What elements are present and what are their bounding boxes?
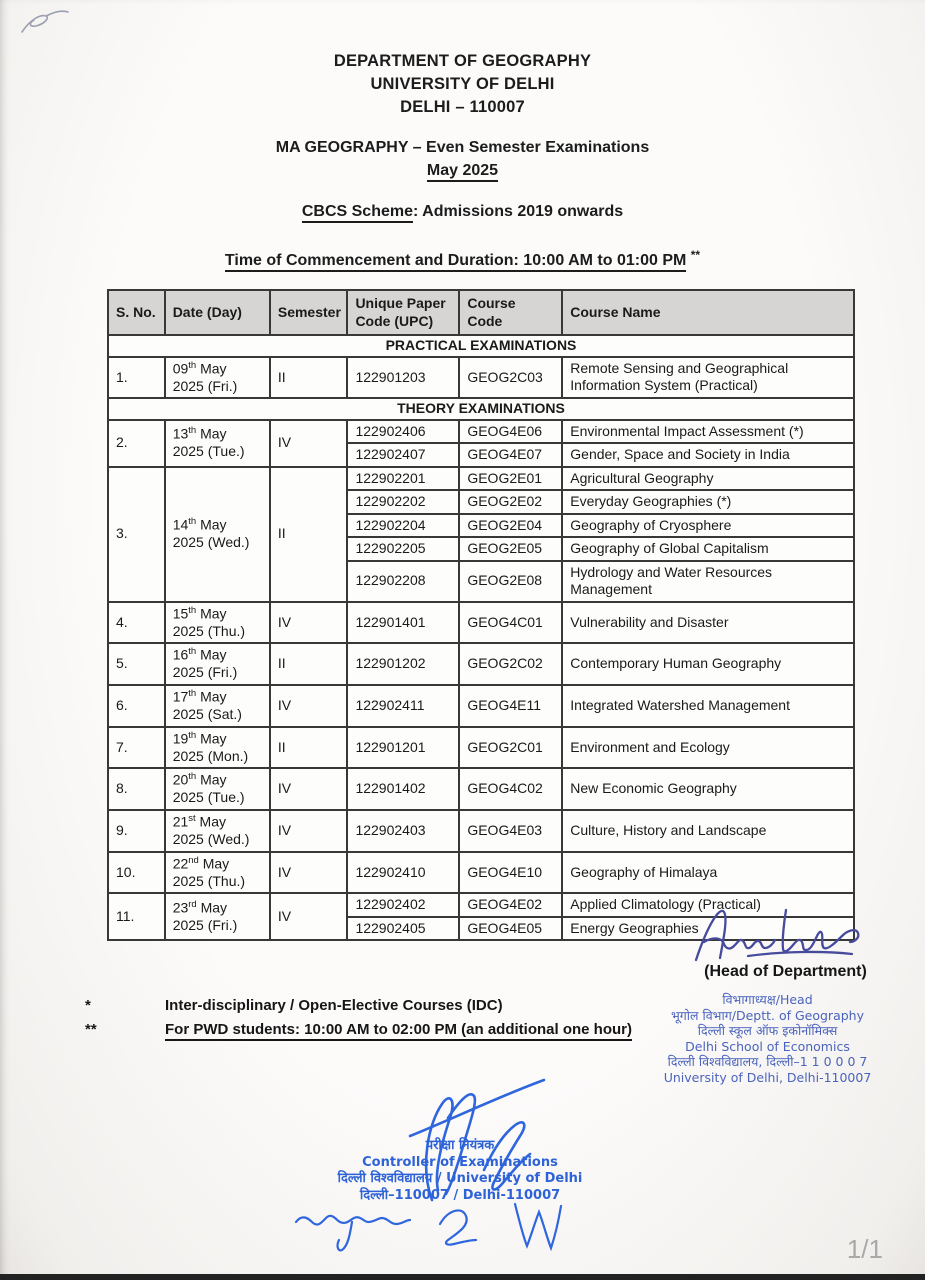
course-name-cell: Contemporary Human Geography [562, 643, 854, 685]
col-header-course-name: Course Name [562, 290, 854, 335]
upc-cell: 122902407 [347, 443, 459, 467]
date-cell: 09th May 2025 (Fri.) [165, 357, 270, 399]
upc-cell: 122902201 [347, 467, 459, 491]
semester-cell: IV [270, 852, 348, 894]
course-code-cell: GEOG2E01 [459, 467, 562, 491]
footnote-text: Inter-disciplinary / Open-Elective Courses (IDC) [165, 997, 503, 1014]
sno-cell: 6. [108, 685, 165, 727]
city-pin-line: DELHI – 110007 [400, 98, 525, 116]
course-name-cell: Culture, History and Landscape [562, 810, 854, 852]
exam-row [108, 467, 854, 491]
scheme-line [0, 201, 925, 223]
dept-stamp-line: Delhi School of Economics [685, 1038, 850, 1054]
upc-cell: 122901202 [347, 643, 459, 685]
course-name-cell: Hydrology and Water Resources Management [562, 561, 854, 602]
upc-cell: 122902208 [347, 561, 459, 602]
course-code-cell: GEOG2C01 [459, 727, 562, 769]
date-cell: 20th May 2025 (Tue.) [165, 768, 270, 810]
semester-cell: IV [270, 602, 348, 644]
department-stamp [615, 992, 920, 1085]
exam-row [108, 643, 854, 685]
exam-month [0, 159, 925, 182]
date-cell: 21st May 2025 (Wed.) [165, 810, 270, 852]
time-note [0, 244, 925, 272]
course-name-cell: Energy Geographies [562, 917, 854, 941]
course-name-cell: Integrated Watershed Management [562, 685, 854, 727]
date-cell: 16th May 2025 (Fri.) [165, 643, 270, 685]
department-name: DEPARTMENT OF GEOGRAPHY [333, 52, 592, 70]
semester-cell: II [270, 643, 348, 685]
page-indicator: 1/1 [846, 1234, 883, 1264]
col-header-date: Date (Day) [165, 290, 270, 335]
section-title: THEORY EXAMINATIONS [108, 398, 854, 420]
handwritten-scribbles [290, 1192, 630, 1262]
footnote-marker: ** [85, 1021, 97, 1038]
section-title-row [108, 398, 854, 420]
upc-cell: 122902405 [347, 917, 459, 941]
date-cell: 22nd May 2025 (Thu.) [165, 852, 270, 894]
upc-cell: 122902406 [347, 420, 459, 444]
semester-cell: IV [270, 810, 348, 852]
time-note-text: Time of Commencement and Duration: 10:00 AM to 01:00 PM [225, 252, 686, 272]
course-name-cell: Geography of Himalaya [562, 852, 854, 894]
coe-stamp-line: Controller of Examinations [362, 1154, 558, 1170]
semester-cell: II [270, 727, 348, 769]
dept-stamp-line: University of Delhi, Delhi-110007 [663, 1069, 872, 1085]
semester-cell: II [270, 357, 348, 399]
course-code-cell: GEOG4E05 [459, 917, 562, 941]
dept-stamp-line: दिल्ली स्कूल ऑफ इकोनॉमिक्स [697, 1023, 838, 1038]
exam-month-text: May 2025 [427, 162, 498, 182]
col-header-sno: S. No. [108, 290, 165, 335]
semester-cell: IV [270, 685, 348, 727]
semester-cell: IV [270, 420, 348, 467]
sno-cell: 11. [108, 893, 165, 940]
exam-row [108, 357, 854, 399]
sno-cell: 7. [108, 727, 165, 769]
coe-stamp-line: परीक्षा नियंत्रक [425, 1138, 495, 1153]
course-name-cell: Environmental Impact Assessment (*) [562, 420, 854, 444]
university-name: UNIVERSITY OF DELHI [370, 75, 555, 93]
pen-mark-icon [16, 6, 76, 46]
course-code-cell: GEOG4E06 [459, 420, 562, 444]
course-name-cell: Geography of Global Capitalism [562, 537, 854, 561]
date-cell: 17th May 2025 (Sat.) [165, 685, 270, 727]
scheme-rest: : Admissions 2019 onwards [413, 203, 624, 220]
exam-schedule-table [107, 289, 855, 941]
photo-bottom-edge [0, 1274, 925, 1280]
course-name-cell: Gender, Space and Society in India [562, 443, 854, 467]
exam-row [108, 602, 854, 644]
date-cell: 19th May 2025 (Mon.) [165, 727, 270, 769]
course-name-cell: Remote Sensing and Geographical Information System (Practical) [562, 357, 854, 399]
footnotes [85, 997, 632, 1048]
col-header-course-code: Course Code [459, 290, 562, 335]
col-header-semester: Semester [270, 290, 348, 335]
upc-cell: 122902402 [347, 893, 459, 917]
upc-cell: 122901203 [347, 357, 459, 399]
course-name-cell: Geography of Cryosphere [562, 514, 854, 538]
exam-row [108, 727, 854, 769]
upc-cell: 122901401 [347, 602, 459, 644]
sno-cell: 1. [108, 357, 165, 399]
course-code-cell: GEOG4C02 [459, 768, 562, 810]
section-title: PRACTICAL EXAMINATIONS [108, 335, 854, 357]
footnote-marker: * [85, 997, 91, 1014]
course-name-cell: Vulnerability and Disaster [562, 602, 854, 644]
coe-stamp-line: दिल्ली विश्वविद्यालय / University of Delhi [337, 1171, 583, 1186]
course-code-cell: GEOG4C01 [459, 602, 562, 644]
course-name-cell: Applied Climatology (Practical) [562, 893, 854, 917]
course-code-cell: GEOG2E02 [459, 490, 562, 514]
col-header-upc: Unique Paper Code (UPC) [347, 290, 459, 335]
exam-row [108, 768, 854, 810]
course-code-cell: GEOG4E03 [459, 810, 562, 852]
upc-cell: 122901201 [347, 727, 459, 769]
dept-stamp-line: विभागाध्यक्ष/Head [722, 992, 813, 1007]
date-cell: 13th May 2025 (Tue.) [165, 420, 270, 467]
dept-stamp-line: दिल्ली विश्वविद्यालय, दिल्ली–1 1 0 0 0 7 [667, 1054, 868, 1069]
date-cell: 23rd May 2025 (Fri.) [165, 893, 270, 940]
sno-cell: 3. [108, 467, 165, 602]
exam-title: MA GEOGRAPHY – Even Semester Examinations [275, 139, 650, 156]
table-header-row [108, 290, 854, 335]
upc-cell: 122902410 [347, 852, 459, 894]
course-code-cell: GEOG2E05 [459, 537, 562, 561]
course-name-cell: New Economic Geography [562, 768, 854, 810]
course-code-cell: GEOG4E07 [459, 443, 562, 467]
date-cell: 14th May 2025 (Wed.) [165, 467, 270, 602]
footnote [85, 1021, 632, 1041]
document-header [0, 50, 925, 272]
upc-cell: 122902205 [347, 537, 459, 561]
exam-row [108, 685, 854, 727]
upc-cell: 122902202 [347, 490, 459, 514]
upc-cell: 122902411 [347, 685, 459, 727]
course-code-cell: GEOG4E10 [459, 852, 562, 894]
upc-cell: 122902403 [347, 810, 459, 852]
upc-cell: 122901402 [347, 768, 459, 810]
sno-cell: 9. [108, 810, 165, 852]
section-title-row [108, 335, 854, 357]
course-code-cell: GEOG2E04 [459, 514, 562, 538]
exam-row [108, 420, 854, 444]
exam-row [108, 852, 854, 894]
footnote [85, 997, 632, 1014]
dept-stamp-line: भूगोल विभाग/Deptt. of Geography [670, 1007, 864, 1023]
exam-row [108, 810, 854, 852]
scheme-label: CBCS Scheme [302, 203, 413, 223]
exam-table-body [108, 335, 854, 940]
course-code-cell: GEOG2C03 [459, 357, 562, 399]
semester-cell: II [270, 467, 348, 602]
semester-cell: IV [270, 768, 348, 810]
sno-cell: 4. [108, 602, 165, 644]
course-code-cell: GEOG2C02 [459, 643, 562, 685]
course-name-cell: Everyday Geographies (*) [562, 490, 854, 514]
footnote-text: For PWD students: 10:00 AM to 02:00 PM (an additional one hour) [165, 1021, 632, 1041]
sno-cell: 8. [108, 768, 165, 810]
head-signature [690, 902, 885, 964]
semester-cell: IV [270, 893, 348, 940]
time-note-asterisks: ** [690, 248, 701, 262]
course-code-cell: GEOG2E08 [459, 561, 562, 602]
sno-cell: 5. [108, 643, 165, 685]
course-name-cell: Environment and Ecology [562, 727, 854, 769]
coe-stamp-line: दिल्ली–110007 / Delhi-110007 [359, 1187, 561, 1203]
date-cell: 15th May 2025 (Thu.) [165, 602, 270, 644]
course-code-cell: GEOG4E02 [459, 893, 562, 917]
course-code-cell: GEOG4E11 [459, 685, 562, 727]
sno-cell: 2. [108, 420, 165, 467]
sno-cell: 10. [108, 852, 165, 894]
upc-cell: 122902204 [347, 514, 459, 538]
course-name-cell: Agricultural Geography [562, 467, 854, 491]
head-of-department-caption: (Head of Department) [704, 963, 867, 980]
